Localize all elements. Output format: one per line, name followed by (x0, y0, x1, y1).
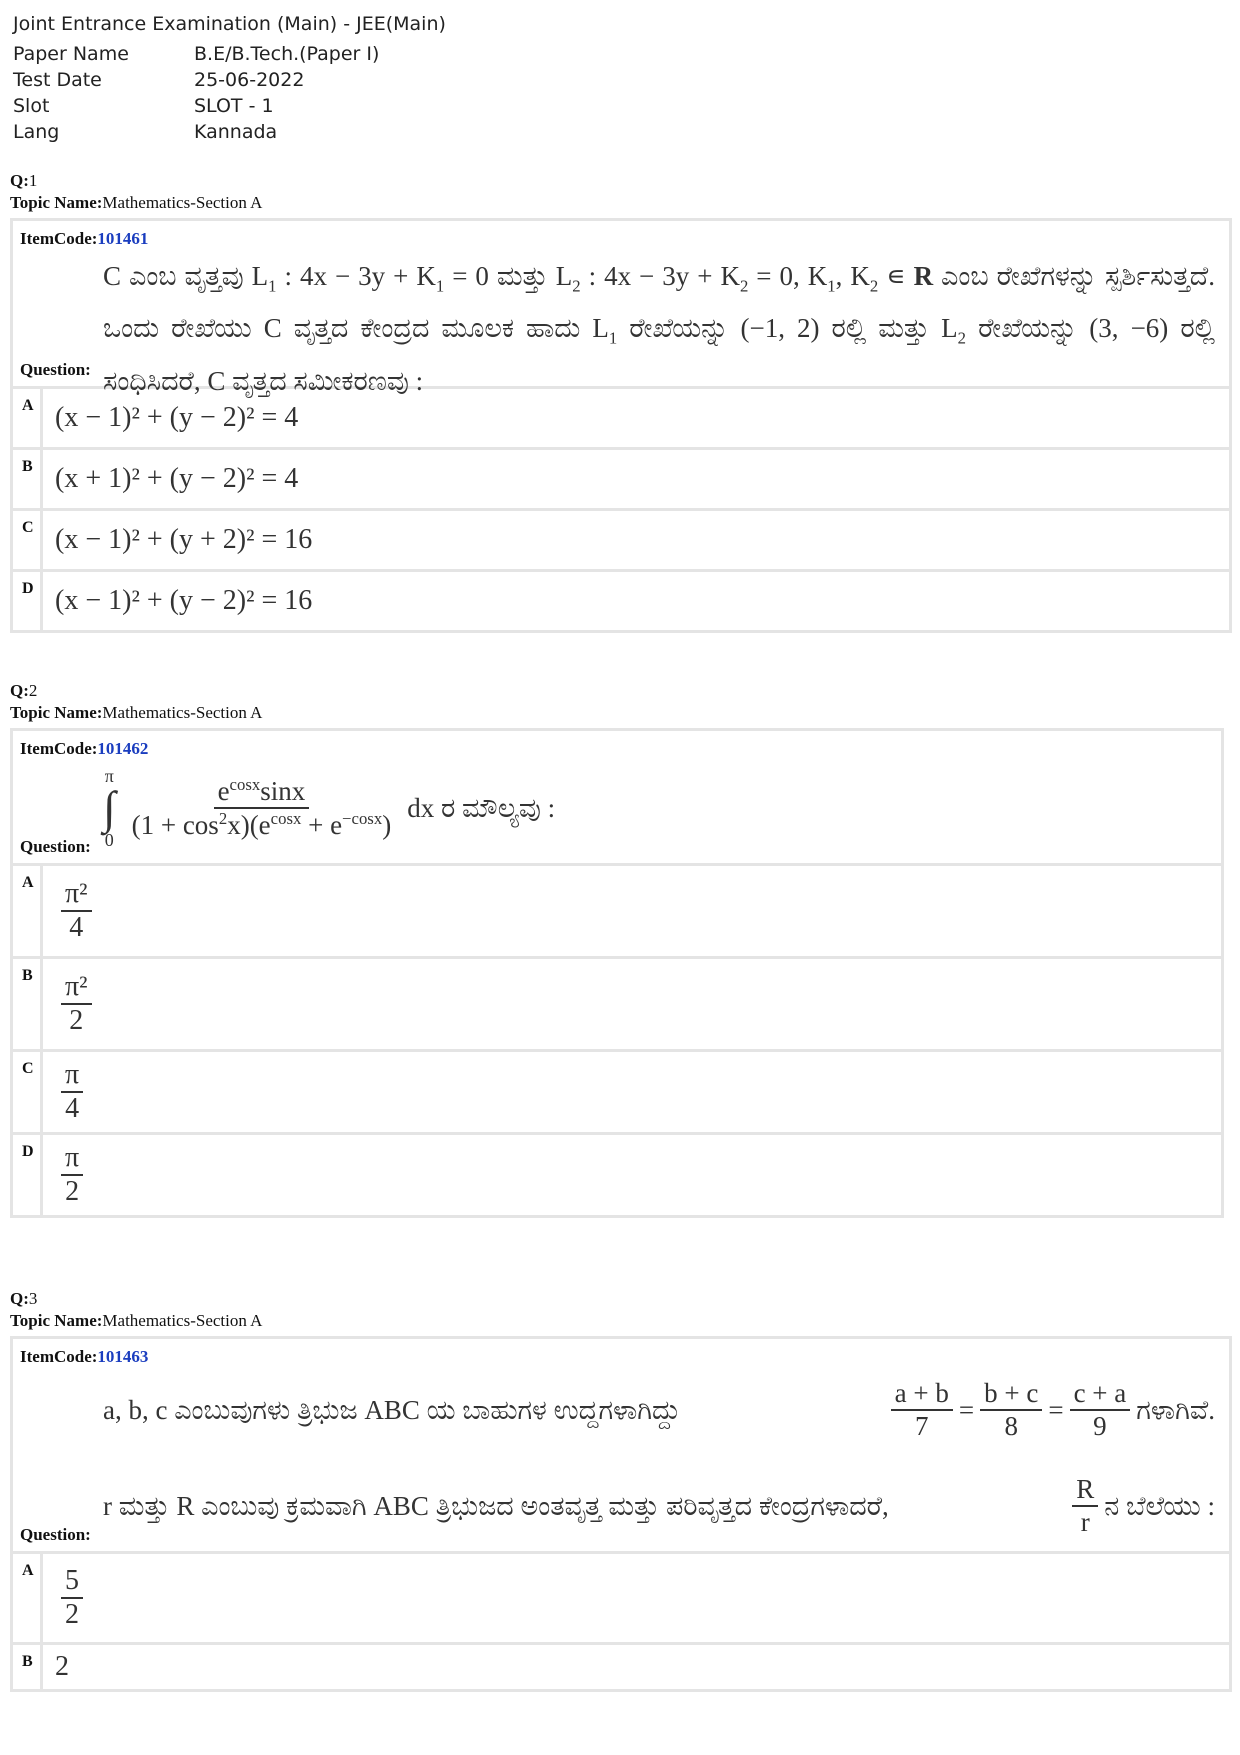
meta-row (13, 67, 379, 93)
question-block-2 (10, 680, 1224, 1218)
option-value: 2 (55, 1651, 69, 1682)
ratio-equation: $\frac{a + b}{7}$ = $\frac{b + c}{8}$ = $\frac{c + a}{9}$ ಗಳಾಗಿವೆ. (885, 1378, 1215, 1442)
itemcode-prefix: ItemCode: (20, 739, 98, 758)
question-number (10, 1288, 1232, 1310)
q-number-value: 2 (28, 681, 38, 700)
question-text: C ಎಂಬ ವೃತ್ತವು $L_1$ : $4x - 3y + K_1 = 0$ ಮತ್ತು $L_2$ : $4x - 3y + K_2 = 0$, $K_1$, $K_2$ ∊ R ಎಂಬ ರೇಖೆಗಳನ್ನು ಸ್ಪರ್ಶಿಸುತ್ತದೆ. ಒಂದು ರೇಖೆಯು C ವೃತ್ತದ ಕೇಂದ್ರದ ಮೂಲಕ ಹಾದು $L_1$ ರೇಖೆಯನ್ನು (−1, 2) ರಲ್ಲಿ ಮತ್ತು $L_2$ ರೇಖೆಯನ್ನು (3, −6) ರಲ್ಲಿ ಸಂಧಿಸಿದರೆ, C ವೃತ್ತದ ಸಮೀಕರಣವು : (103, 261, 1216, 396)
question-text (103, 761, 1207, 849)
option-value: (x + 1)² + (y − 2)² = 4 (55, 463, 299, 494)
option-value: (x − 1)² + (y + 2)² = 16 (55, 524, 313, 555)
option-label: C (13, 511, 43, 569)
question-row (13, 761, 1221, 863)
option-value: $\frac{\pi}{2}$ (43, 1135, 1221, 1215)
meta-row (13, 41, 379, 67)
question-number (10, 170, 1232, 192)
itemcode-prefix: ItemCode: (20, 1347, 98, 1366)
q-number-value: 3 (28, 1289, 38, 1308)
question-block-3 (10, 1288, 1232, 1692)
topic-prefix: Topic Name: (10, 193, 103, 212)
topic-value: Mathematics-Section A (102, 193, 263, 212)
option-c[interactable] (13, 508, 1229, 569)
itemcode-value: 101462 (97, 739, 149, 758)
item-code (13, 221, 1229, 251)
option-c[interactable] (13, 1049, 1221, 1132)
itemcode-value: 101461 (97, 229, 149, 248)
topic-value: Mathematics-Section A (102, 703, 263, 722)
option-label: A (13, 866, 43, 956)
question-box (10, 218, 1232, 633)
option-label: B (13, 959, 43, 1049)
option-value: $\frac{\pi}{4}$ (43, 1052, 1221, 1132)
option-label: B (13, 1645, 43, 1689)
ratio-term: $\frac{R}{r}$ ನ ಬೆಲೆಯು : (1066, 1474, 1215, 1538)
option-value: $\frac{5}{2}$ (43, 1554, 1229, 1642)
meta-value: 25-06-2022 (194, 69, 305, 91)
question-label: Question: (20, 837, 91, 856)
item-code (13, 1339, 1229, 1369)
exam-title: Joint Entrance Examination (Main) - JEE(Main) (13, 13, 446, 35)
meta-key: Slot (13, 95, 50, 117)
exam-header (13, 10, 446, 145)
option-b[interactable] (13, 956, 1221, 1049)
option-b[interactable] (13, 447, 1229, 508)
option-value: $\frac{\text{π²}}{4}$ (43, 866, 1221, 956)
option-a[interactable] (13, 863, 1221, 956)
integrand-fraction: $\frac{e^{cosx}\sin x}{(1 + \cos^2x)(e^{cosx} + e^{-cosx})}$ (131, 774, 392, 840)
q-prefix: Q: (10, 171, 29, 190)
option-value: $\frac{\text{π²}}{2}$ (43, 959, 1221, 1049)
option-label: B (13, 450, 43, 508)
q-prefix: Q: (10, 1289, 29, 1308)
question-block-1 (10, 170, 1232, 633)
line2-text: r ಮತ್ತು R ಎಂಬುವು ಕ್ರಮವಾಗಿ ABC ತ್ರಿಭುಜದ ಅಂತವೃತ್ತ ಮತ್ತು ಪರಿವೃತ್ತದ ಕೇಂದ್ರಗಳಾದರೆ, (103, 1491, 889, 1521)
topic-name (10, 702, 1224, 724)
meta-value: Kannada (194, 121, 278, 143)
line1-text: a, b, c ಎಂಬುವುಗಳು ತ್ರಿಭುಜ ABC ಯ ಬಾಹುಗಳ ಉದ್ದಗಳಾಗಿದ್ದು (103, 1395, 681, 1425)
option-label: C (13, 1052, 43, 1132)
exam-meta-table (13, 41, 379, 145)
option-d[interactable] (13, 569, 1229, 630)
question-row (13, 251, 1229, 396)
option-label: D (13, 1135, 43, 1215)
meta-row (13, 93, 379, 119)
itemcode-value: 101463 (97, 1347, 149, 1366)
question-label: Question: (20, 1525, 91, 1544)
question-label: Question: (20, 360, 91, 379)
question-box (10, 728, 1224, 1218)
topic-value: Mathematics-Section A (102, 1311, 263, 1330)
option-value: (x − 1)² + (y − 2)² = 16 (55, 585, 313, 616)
topic-name (10, 192, 1232, 214)
meta-key: Paper Name (13, 43, 129, 65)
question-line-1 (103, 1379, 1215, 1441)
option-b[interactable] (13, 1642, 1229, 1689)
q-prefix: Q: (10, 681, 29, 700)
meta-key: Test Date (13, 69, 102, 91)
option-label: A (13, 1554, 43, 1642)
topic-prefix: Topic Name: (10, 703, 103, 722)
integral-tail: dx ರ ಮೌಲ್ಯವು : (407, 792, 556, 823)
question-row (13, 1369, 1229, 1551)
integral-sign: π ∫ 0 (103, 766, 116, 850)
topic-name (10, 1310, 1232, 1332)
option-a[interactable] (13, 1551, 1229, 1642)
meta-row (13, 119, 379, 145)
meta-value: B.E/B.Tech.(Paper I) (194, 43, 380, 65)
option-d[interactable] (13, 1132, 1221, 1215)
itemcode-prefix: ItemCode: (20, 229, 98, 248)
question-line-2 (103, 1475, 1215, 1537)
option-label: D (13, 572, 43, 630)
meta-key: Lang (13, 121, 60, 143)
topic-prefix: Topic Name: (10, 1311, 103, 1330)
item-code (13, 731, 1221, 761)
q-number-value: 1 (28, 171, 38, 190)
option-label: A (13, 389, 43, 447)
question-text (103, 1369, 1215, 1537)
question-number (10, 680, 1224, 702)
option-value: (x − 1)² + (y − 2)² = 4 (55, 402, 299, 433)
question-box (10, 1336, 1232, 1692)
meta-value: SLOT - 1 (194, 95, 274, 117)
